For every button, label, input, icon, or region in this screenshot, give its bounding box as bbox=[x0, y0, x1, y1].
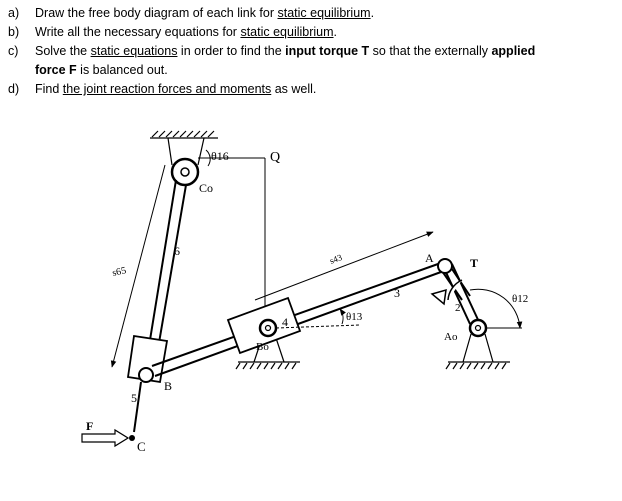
joint-b bbox=[139, 368, 153, 382]
link-6-label: 6 bbox=[174, 244, 180, 258]
underlined-term: static equilibrium bbox=[277, 6, 371, 20]
question-text: Write all the necessary equations for bbox=[35, 25, 241, 39]
point-ao-label: Ao bbox=[444, 331, 458, 343]
point-c-label: C bbox=[137, 439, 146, 454]
question-text: . bbox=[333, 25, 338, 39]
question-marker: c) bbox=[8, 44, 19, 58]
link-5 bbox=[134, 382, 141, 432]
s43-dimension bbox=[255, 232, 433, 300]
question-marker: b) bbox=[8, 25, 20, 39]
theta12-label: θ12 bbox=[512, 293, 529, 305]
point-co-label: Co bbox=[199, 181, 214, 195]
joint-a bbox=[438, 259, 452, 273]
point-bo-label: Bo bbox=[256, 341, 269, 353]
bold-term: input torque T bbox=[285, 44, 370, 58]
link-5-label: 5 bbox=[131, 391, 137, 405]
force-f-label: F bbox=[86, 419, 94, 433]
theta13-arc bbox=[340, 309, 343, 324]
joint-bo bbox=[260, 320, 276, 336]
question-marker: a) bbox=[8, 6, 20, 20]
link-4-label: 4 bbox=[282, 315, 288, 329]
question-text: Solve the bbox=[35, 44, 91, 58]
question-text: Draw the free body diagram of each link for bbox=[35, 6, 278, 20]
question-text: so that the externally bbox=[369, 44, 492, 58]
point-b-label: B bbox=[164, 379, 173, 393]
link-3-label: 3 bbox=[394, 286, 400, 300]
point-q-label: Q bbox=[270, 150, 281, 165]
theta13-label: θ13 bbox=[346, 311, 363, 323]
question-text: Find bbox=[35, 82, 63, 96]
s43-label: s43 bbox=[328, 252, 344, 266]
point-a-label: A bbox=[425, 251, 434, 265]
torque-t-label: T bbox=[470, 256, 479, 270]
question-text: . bbox=[370, 6, 375, 20]
joint-ao bbox=[470, 320, 486, 336]
underlined-term: static equilibrium bbox=[240, 25, 334, 39]
bold-term: force F bbox=[35, 63, 77, 77]
s65-label: s65 bbox=[111, 265, 128, 279]
bold-term: applied bbox=[491, 44, 536, 58]
underlined-term: static equations bbox=[90, 44, 178, 58]
theta16-label: θ16 bbox=[211, 149, 229, 163]
question-text: is balanced out. bbox=[76, 63, 168, 77]
question-text: as well. bbox=[271, 82, 317, 96]
joint-c bbox=[129, 435, 135, 441]
link-2-label: 2 bbox=[455, 302, 461, 314]
torque-t-arrowhead bbox=[432, 290, 446, 304]
question-text: in order to find the bbox=[177, 44, 286, 58]
question-marker: d) bbox=[8, 82, 20, 96]
underlined-term: the joint reaction forces and moments bbox=[62, 82, 272, 96]
